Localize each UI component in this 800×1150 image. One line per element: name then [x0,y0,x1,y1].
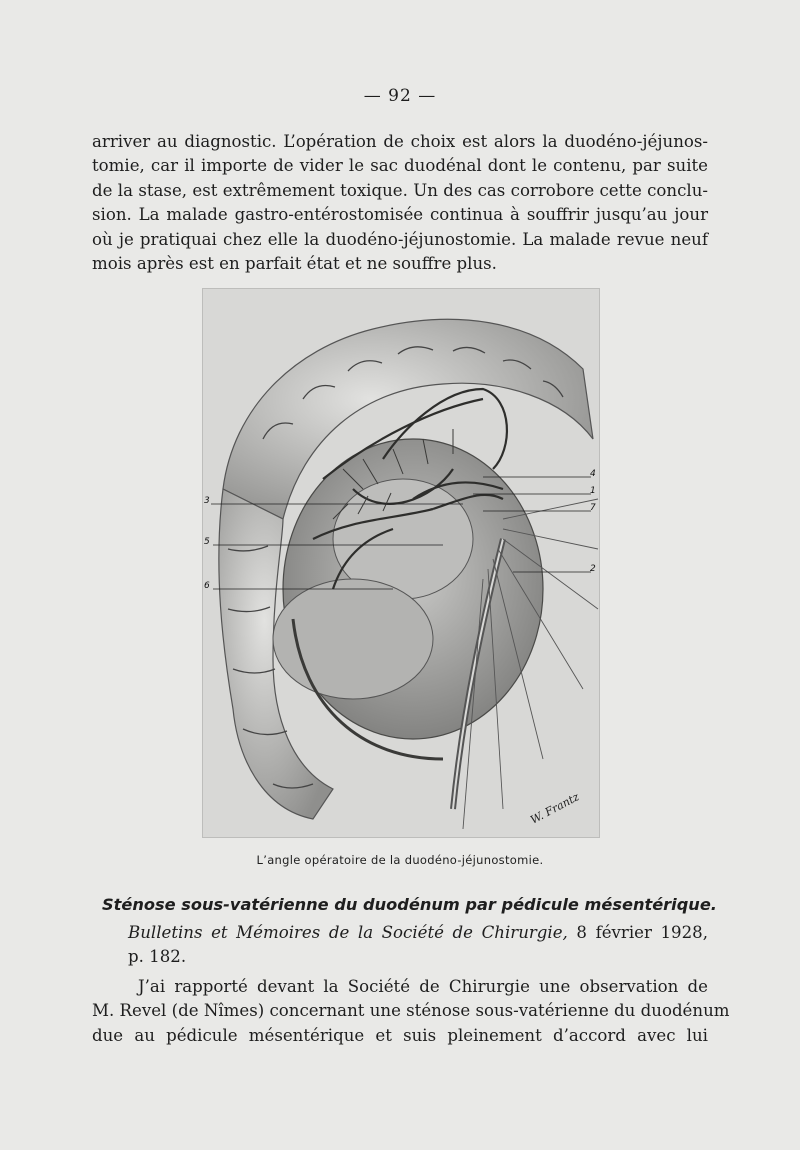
label-4: 4 [590,469,596,479]
label-6: 6 [204,581,210,591]
label-2: 2 [590,564,596,574]
text-line: M. Revel (de Nîmes) concernant une sténose sous-vatérienne du duodénum [92,1001,730,1021]
reference-line [92,921,708,945]
text-line: tomie, car il importe de vider le sac duodénal dont le contenu, par suite [92,156,708,176]
page-number: — 92 — [363,86,437,106]
text-line: due au pédicule mésentérique et suis pleinement d’accord avec lui [92,1025,708,1045]
reference-date: 8 février 1928, [567,923,708,942]
bibliographic-reference [92,921,708,970]
text-line: de la stase, est extrêmement toxique. Un des cas corrobore cette conclu- [92,180,708,200]
label-1: 1 [590,486,596,496]
paragraph-bottom [92,975,730,1048]
label-3: 3 [204,496,210,506]
text-line: mois après est en parfait état et ne souffre plus. [92,254,497,274]
paragraph-top [92,130,708,276]
figure-caption: L’angle opératoire de la duodéno-jéjunostomie. [256,853,544,867]
illustration-drawing [203,289,599,837]
label-5: 5 [204,537,210,547]
label-7: 7 [590,503,596,513]
text-line: sion. La malade gastro-entérostomisée continua à souffrir jusqu’au jour [92,205,708,225]
anatomical-illustration [202,288,600,838]
artist-signature: W. Frantz [528,790,582,827]
reference-pages: p. 182. [128,947,187,967]
text-line: J’ai rapporté devant la Société de Chirurgie une observation de [138,977,708,996]
section-title: Sténose sous-vatérienne du duodénum par pédicule mésentérique. [102,895,717,914]
text-line: arriver au diagnostic. L’opération de choix est alors la duodéno-jéjunos- [92,132,708,151]
journal-name: Bulletins et Mémoires de la Société de Chirurgie, [128,923,568,942]
text-line: où je pratiquai chez elle la duodéno-jéjunostomie. La malade revue neuf [92,229,708,249]
